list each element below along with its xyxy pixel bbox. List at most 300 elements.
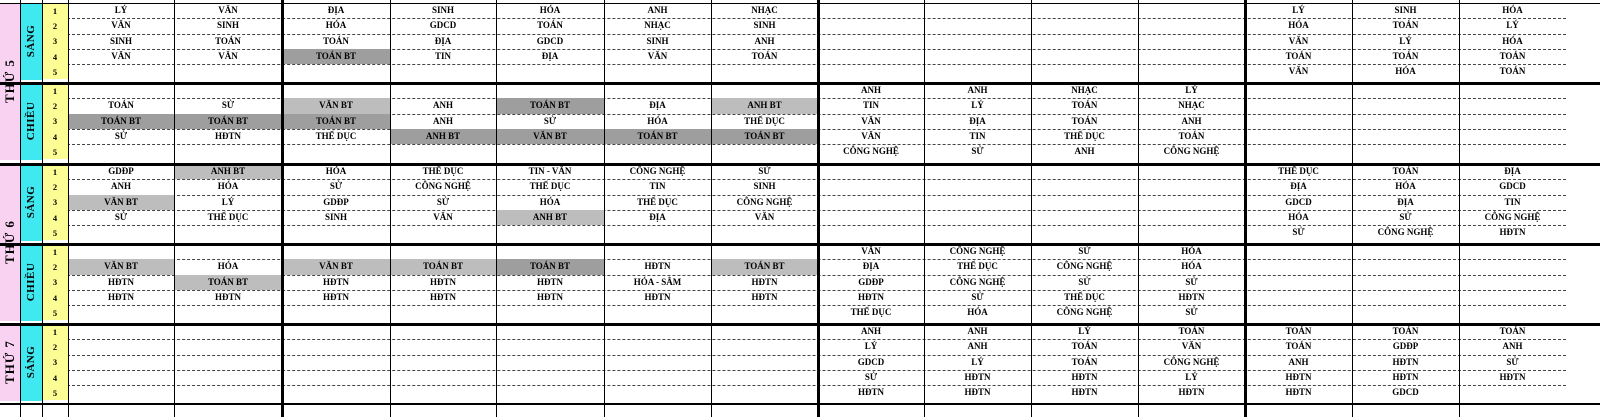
timetable-cell[interactable] xyxy=(1459,244,1566,259)
timetable-cell[interactable]: LÝ xyxy=(1185,85,1198,96)
timetable-cell[interactable] xyxy=(711,305,818,320)
timetable-cell[interactable]: CÔNG NGHỆ xyxy=(1163,356,1220,367)
timetable-cell[interactable] xyxy=(174,324,282,339)
timetable-cell[interactable] xyxy=(1031,179,1138,194)
timetable-cell[interactable]: HÓA xyxy=(217,181,239,192)
timetable-cell[interactable] xyxy=(174,64,282,79)
timetable-cell[interactable]: CÔNG NGHỆ xyxy=(736,196,793,207)
timetable-cell[interactable]: LÝ xyxy=(1506,20,1519,31)
timetable-cell[interactable]: CÔNG NGHỆ xyxy=(843,146,899,157)
timetable-cell[interactable]: THỂ DỤC xyxy=(637,196,678,207)
timetable-cell[interactable]: LÝ xyxy=(221,196,235,207)
timetable-cell[interactable] xyxy=(174,225,282,240)
timetable-cell[interactable]: SỬ xyxy=(436,196,450,207)
timetable-cell[interactable] xyxy=(1352,244,1459,259)
timetable-cell[interactable]: THỂ DỤC xyxy=(1278,166,1319,177)
timetable-cell[interactable] xyxy=(174,385,282,400)
timetable-cell[interactable] xyxy=(711,355,818,370)
timetable-cell[interactable]: SỬ xyxy=(1078,276,1091,287)
timetable-cell[interactable]: SINH xyxy=(753,181,776,192)
timetable-cell[interactable]: TOÁN BT xyxy=(390,259,496,274)
timetable-cell[interactable]: CÔNG NGHỆ xyxy=(415,181,471,192)
timetable-cell[interactable]: HĐTN xyxy=(1392,356,1419,367)
timetable-cell[interactable]: HĐTN xyxy=(857,387,884,398)
timetable-cell[interactable]: CÔNG NGHỆ xyxy=(1056,307,1113,318)
timetable-cell[interactable]: LÝ xyxy=(1399,35,1412,46)
timetable-cell[interactable]: SỬ xyxy=(543,115,557,126)
timetable-cell[interactable]: GDCD xyxy=(1285,196,1312,207)
timetable-cell[interactable]: SỬ xyxy=(221,100,235,111)
timetable-cell[interactable] xyxy=(282,225,390,240)
timetable-cell[interactable]: SINH xyxy=(109,35,132,46)
timetable-cell[interactable]: LÝ xyxy=(114,5,128,16)
timetable-cell[interactable] xyxy=(1138,225,1245,240)
timetable-cell[interactable]: SỬ xyxy=(864,372,878,383)
timetable-cell[interactable]: VĂN BT xyxy=(68,259,174,274)
timetable-cell[interactable] xyxy=(818,195,924,210)
timetable-cell[interactable]: SỬ xyxy=(758,166,771,177)
timetable-cell[interactable] xyxy=(1138,164,1245,179)
timetable-cell[interactable] xyxy=(818,179,924,194)
timetable-cell[interactable]: HĐTN xyxy=(964,372,991,383)
timetable-cell[interactable] xyxy=(390,225,496,240)
timetable-cell[interactable]: TOÁN xyxy=(1499,66,1526,77)
timetable-cell[interactable] xyxy=(496,339,604,354)
timetable-cell[interactable]: TIN xyxy=(969,131,986,142)
timetable-cell[interactable] xyxy=(1352,98,1459,113)
timetable-cell[interactable]: TOÁN xyxy=(1071,100,1098,111)
timetable-cell[interactable]: TOÁN BT xyxy=(282,49,390,64)
timetable-cell[interactable]: SỬ xyxy=(329,181,343,192)
timetable-cell[interactable]: ANH xyxy=(967,341,988,352)
timetable-cell[interactable] xyxy=(1138,210,1245,225)
timetable-cell[interactable] xyxy=(1352,259,1459,274)
timetable-cell[interactable] xyxy=(68,339,174,354)
timetable-cell[interactable]: SỬ xyxy=(1292,227,1305,238)
timetable-cell[interactable]: VĂN xyxy=(861,131,881,142)
timetable-cell[interactable] xyxy=(68,64,174,79)
timetable-cell[interactable] xyxy=(390,385,496,400)
timetable-cell[interactable]: CÔNG NGHỆ xyxy=(1056,261,1113,272)
timetable-cell[interactable] xyxy=(282,64,390,79)
timetable-cell[interactable]: GDĐP xyxy=(108,166,134,177)
timetable-cell[interactable] xyxy=(1459,275,1566,290)
timetable-cell[interactable] xyxy=(604,225,711,240)
timetable-cell[interactable] xyxy=(1138,18,1245,33)
timetable-cell[interactable]: VĂN xyxy=(111,51,131,62)
timetable-cell[interactable] xyxy=(68,324,174,339)
timetable-cell[interactable] xyxy=(604,385,711,400)
timetable-cell[interactable]: SỬ xyxy=(1185,276,1198,287)
timetable-cell[interactable] xyxy=(924,164,1031,179)
timetable-cell[interactable] xyxy=(1031,49,1138,64)
timetable-cell[interactable] xyxy=(1031,210,1138,225)
timetable-cell[interactable] xyxy=(604,64,711,79)
timetable-cell[interactable] xyxy=(818,64,924,79)
timetable-cell[interactable]: ĐỊA xyxy=(1504,166,1521,177)
timetable-cell[interactable]: HĐTN xyxy=(1285,372,1312,383)
timetable-cell[interactable] xyxy=(282,370,390,385)
timetable-cell[interactable]: SINH xyxy=(324,212,347,223)
timetable-cell[interactable]: HĐTN xyxy=(644,292,671,303)
timetable-cell[interactable] xyxy=(711,144,818,159)
timetable-cell[interactable]: ANH BT xyxy=(496,210,604,225)
timetable-cell[interactable]: THỂ DỤC xyxy=(529,181,571,192)
timetable-cell[interactable] xyxy=(1031,18,1138,33)
timetable-cell[interactable]: LÝ xyxy=(1185,372,1198,383)
timetable-cell[interactable] xyxy=(1245,83,1352,98)
timetable-cell[interactable]: HÓA xyxy=(539,5,561,16)
timetable-cell[interactable]: ANH xyxy=(967,85,988,96)
timetable-cell[interactable] xyxy=(390,64,496,79)
timetable-cell[interactable] xyxy=(1245,98,1352,113)
timetable-cell[interactable] xyxy=(924,64,1031,79)
timetable-cell[interactable]: TIN xyxy=(649,181,666,192)
timetable-cell[interactable] xyxy=(496,385,604,400)
timetable-cell[interactable]: HÓA xyxy=(217,261,239,272)
timetable-cell[interactable] xyxy=(711,385,818,400)
timetable-cell[interactable] xyxy=(1459,305,1566,320)
timetable-cell[interactable]: ĐỊA xyxy=(327,5,345,16)
timetable-cell[interactable]: TOÁN BT xyxy=(604,129,711,144)
timetable-cell[interactable]: SỬ xyxy=(1399,212,1412,223)
timetable-cell[interactable]: LÝ xyxy=(1292,5,1305,16)
timetable-cell[interactable]: HĐTN xyxy=(107,276,134,287)
timetable-cell[interactable]: TOÁN xyxy=(1285,51,1312,62)
timetable-cell[interactable]: CÔNG NGHỆ xyxy=(629,166,686,177)
timetable-cell[interactable]: THỂ DỤC xyxy=(422,166,464,177)
timetable-cell[interactable] xyxy=(1245,244,1352,259)
timetable-cell[interactable] xyxy=(1459,129,1566,144)
timetable-cell[interactable]: LÝ xyxy=(1078,326,1091,337)
timetable-cell[interactable]: HĐTN xyxy=(107,292,134,303)
timetable-cell[interactable]: HÓA xyxy=(1395,181,1416,192)
timetable-cell[interactable] xyxy=(282,339,390,354)
timetable-cell[interactable]: ANH xyxy=(111,181,131,192)
timetable-cell[interactable]: TOÁN BT xyxy=(496,98,604,113)
timetable-cell[interactable] xyxy=(1245,290,1352,305)
timetable-cell[interactable] xyxy=(1352,305,1459,320)
timetable-cell[interactable]: HĐTN xyxy=(536,292,563,303)
timetable-cell[interactable]: LÝ xyxy=(864,341,878,352)
timetable-cell[interactable]: ANH xyxy=(1181,115,1202,126)
timetable-cell[interactable] xyxy=(924,210,1031,225)
timetable-cell[interactable]: VĂN xyxy=(1288,35,1309,46)
timetable-cell[interactable] xyxy=(711,83,818,98)
timetable-cell[interactable] xyxy=(174,339,282,354)
timetable-cell[interactable]: CÔNG NGHỆ xyxy=(949,276,1006,287)
timetable-cell[interactable]: CÔNG NGHỆ xyxy=(1484,212,1541,223)
timetable-cell[interactable] xyxy=(818,49,924,64)
timetable-cell[interactable]: GDCD xyxy=(857,356,885,367)
timetable-cell[interactable]: VĂN xyxy=(861,246,881,257)
timetable-cell[interactable] xyxy=(1245,129,1352,144)
timetable-cell[interactable] xyxy=(1031,3,1138,18)
timetable-cell[interactable]: TOÁN xyxy=(323,35,349,46)
timetable-cell[interactable] xyxy=(1459,98,1566,113)
timetable-cell[interactable]: HÓA xyxy=(967,307,988,318)
timetable-cell[interactable]: TOÁN xyxy=(1392,51,1419,62)
timetable-cell[interactable] xyxy=(1245,114,1352,129)
timetable-cell[interactable]: THỂ DỤC xyxy=(744,115,785,126)
timetable-cell[interactable]: HÓA xyxy=(647,115,668,126)
timetable-cell[interactable]: NHẠC xyxy=(644,20,671,31)
timetable-cell[interactable]: HĐTN xyxy=(429,292,456,303)
timetable-cell[interactable] xyxy=(1138,3,1245,18)
timetable-cell[interactable]: VĂN xyxy=(861,115,881,126)
timetable-cell[interactable] xyxy=(924,34,1031,49)
timetable-cell[interactable]: HĐTN xyxy=(322,276,349,287)
timetable-cell[interactable] xyxy=(496,305,604,320)
timetable-cell[interactable]: HÓA xyxy=(1395,66,1416,77)
timetable-cell[interactable]: HĐTN xyxy=(1499,227,1526,238)
timetable-cell[interactable] xyxy=(818,34,924,49)
timetable-cell[interactable] xyxy=(1352,83,1459,98)
timetable-cell[interactable]: ANH xyxy=(647,5,668,16)
timetable-cell[interactable] xyxy=(282,244,390,259)
timetable-cell[interactable] xyxy=(1031,64,1138,79)
timetable-cell[interactable] xyxy=(604,305,711,320)
timetable-cell[interactable]: TIN - VĂN xyxy=(528,166,572,177)
timetable-cell[interactable]: TOÁN BT xyxy=(496,259,604,274)
timetable-cell[interactable]: SINH xyxy=(646,35,669,46)
timetable-cell[interactable] xyxy=(604,370,711,385)
timetable-cell[interactable]: HÓA - SÂM xyxy=(633,276,682,287)
timetable-cell[interactable]: TOÁN BT xyxy=(68,114,174,129)
timetable-cell[interactable]: HĐTN xyxy=(1178,292,1205,303)
timetable-cell[interactable] xyxy=(818,210,924,225)
timetable-cell[interactable] xyxy=(68,305,174,320)
timetable-cell[interactable] xyxy=(1352,144,1459,159)
timetable-cell[interactable]: HĐTN xyxy=(214,292,241,303)
timetable-cell[interactable] xyxy=(390,370,496,385)
timetable-cell[interactable]: GDĐP xyxy=(1392,341,1419,352)
timetable-cell[interactable]: HÓA xyxy=(325,20,347,31)
timetable-cell[interactable]: THỂ DỤC xyxy=(207,212,249,223)
timetable-cell[interactable] xyxy=(924,195,1031,210)
timetable-cell[interactable] xyxy=(390,144,496,159)
timetable-cell[interactable]: ANH xyxy=(433,115,453,126)
timetable-cell[interactable]: ANH BT xyxy=(174,164,282,179)
timetable-cell[interactable] xyxy=(1352,275,1459,290)
timetable-cell[interactable]: SỬ xyxy=(114,212,128,223)
timetable-cell[interactable] xyxy=(390,339,496,354)
timetable-cell[interactable]: TOÁN xyxy=(1178,131,1205,142)
timetable-cell[interactable]: NHẠC xyxy=(751,5,778,16)
timetable-cell[interactable] xyxy=(1138,64,1245,79)
timetable-cell[interactable] xyxy=(818,164,924,179)
timetable-cell[interactable] xyxy=(604,144,711,159)
timetable-cell[interactable]: VĂN xyxy=(111,20,131,31)
timetable-cell[interactable] xyxy=(174,244,282,259)
timetable-cell[interactable]: TOÁN xyxy=(1071,341,1098,352)
timetable-cell[interactable] xyxy=(1459,144,1566,159)
timetable-cell[interactable] xyxy=(818,3,924,18)
timetable-cell[interactable]: GDCD xyxy=(1392,387,1419,398)
timetable-cell[interactable]: HĐTN xyxy=(751,276,778,287)
timetable-cell[interactable] xyxy=(68,244,174,259)
timetable-cell[interactable]: HĐTN xyxy=(322,292,349,303)
timetable-cell[interactable] xyxy=(924,18,1031,33)
timetable-cell[interactable]: VĂN xyxy=(647,51,668,62)
timetable-cell[interactable] xyxy=(282,83,390,98)
timetable-cell[interactable] xyxy=(711,225,818,240)
timetable-cell[interactable] xyxy=(496,244,604,259)
timetable-cell[interactable] xyxy=(1352,290,1459,305)
timetable-cell[interactable] xyxy=(390,355,496,370)
timetable-cell[interactable]: CÔNG NGHỆ xyxy=(949,246,1006,257)
timetable-cell[interactable]: SỬ xyxy=(971,292,984,303)
timetable-cell[interactable] xyxy=(68,144,174,159)
timetable-cell[interactable]: VĂN xyxy=(218,5,238,16)
timetable-cell[interactable]: SỬ xyxy=(1078,246,1091,257)
timetable-cell[interactable] xyxy=(924,225,1031,240)
timetable-cell[interactable] xyxy=(496,144,604,159)
timetable-cell[interactable]: HĐTN xyxy=(214,131,241,142)
timetable-cell[interactable] xyxy=(1138,179,1245,194)
timetable-cell[interactable]: HÓA xyxy=(1181,246,1202,257)
timetable-cell[interactable]: ĐỊA xyxy=(862,261,880,272)
timetable-cell[interactable]: ANH xyxy=(861,85,881,96)
timetable-cell[interactable]: SỬ xyxy=(1185,307,1198,318)
timetable-cell[interactable] xyxy=(1031,34,1138,49)
timetable-cell[interactable] xyxy=(1352,129,1459,144)
timetable-cell[interactable]: THỂ DỤC xyxy=(315,131,357,142)
timetable-cell[interactable]: SINH xyxy=(216,20,239,31)
timetable-cell[interactable] xyxy=(68,385,174,400)
timetable-cell[interactable]: THỂ DỤC xyxy=(1064,292,1105,303)
timetable-cell[interactable] xyxy=(68,370,174,385)
timetable-cell[interactable]: ANH xyxy=(754,35,775,46)
timetable-cell[interactable] xyxy=(1245,305,1352,320)
timetable-cell[interactable] xyxy=(1459,290,1566,305)
timetable-cell[interactable]: HĐTN xyxy=(1285,387,1312,398)
timetable-cell[interactable] xyxy=(1031,164,1138,179)
timetable-cell[interactable] xyxy=(496,83,604,98)
timetable-cell[interactable] xyxy=(604,355,711,370)
timetable-cell[interactable] xyxy=(604,324,711,339)
timetable-cell[interactable] xyxy=(818,225,924,240)
timetable-cell[interactable]: ANH xyxy=(1074,146,1095,157)
timetable-cell[interactable]: TOÁN xyxy=(1285,326,1312,337)
timetable-cell[interactable]: LÝ xyxy=(971,100,984,111)
timetable-cell[interactable]: NHẠC xyxy=(1071,85,1098,96)
timetable-cell[interactable]: ĐỊA xyxy=(1397,196,1414,207)
timetable-cell[interactable] xyxy=(390,83,496,98)
timetable-cell[interactable] xyxy=(1459,259,1566,274)
timetable-cell[interactable] xyxy=(1459,114,1566,129)
timetable-cell[interactable] xyxy=(174,83,282,98)
timetable-cell[interactable] xyxy=(282,305,390,320)
timetable-cell[interactable] xyxy=(496,355,604,370)
timetable-cell[interactable] xyxy=(174,305,282,320)
timetable-cell[interactable]: HĐTN xyxy=(1392,372,1419,383)
timetable-cell[interactable]: SỬ xyxy=(971,146,984,157)
timetable-cell[interactable]: VĂN xyxy=(218,51,238,62)
timetable-cell[interactable] xyxy=(1459,83,1566,98)
timetable-cell[interactable]: TOÁN xyxy=(1071,356,1098,367)
timetable-cell[interactable]: HÓA xyxy=(1288,212,1309,223)
timetable-cell[interactable]: ANH BT xyxy=(390,129,496,144)
timetable-cell[interactable]: SỬ xyxy=(114,131,128,142)
timetable-cell[interactable]: HÓA xyxy=(1181,261,1202,272)
timetable-cell[interactable]: HĐTN xyxy=(964,387,991,398)
timetable-cell[interactable]: THỂ DỤC xyxy=(1064,131,1105,142)
timetable-cell[interactable]: HĐTN xyxy=(1178,387,1205,398)
timetable-cell[interactable]: SỬ xyxy=(1506,356,1519,367)
timetable-cell[interactable]: ANH BT xyxy=(711,98,818,113)
timetable-cell[interactable]: SINH xyxy=(753,20,776,31)
timetable-cell[interactable]: CÔNG NGHỆ xyxy=(1377,227,1434,238)
timetable-cell[interactable] xyxy=(604,244,711,259)
timetable-cell[interactable]: TIN xyxy=(434,51,451,62)
timetable-cell[interactable]: HÓA xyxy=(1502,5,1523,16)
timetable-cell[interactable]: TOÁN xyxy=(1285,341,1312,352)
timetable-cell[interactable]: GDĐP xyxy=(858,276,884,287)
timetable-cell[interactable] xyxy=(604,339,711,354)
timetable-cell[interactable]: ĐỊA xyxy=(649,212,666,223)
timetable-cell[interactable]: ĐỊA xyxy=(1290,181,1307,192)
timetable-cell[interactable]: TOÁN xyxy=(751,51,778,62)
timetable-cell[interactable]: GDCD xyxy=(1499,181,1526,192)
timetable-cell[interactable]: VĂN BT xyxy=(282,259,390,274)
timetable-cell[interactable]: TOÁN xyxy=(1392,326,1419,337)
timetable-cell[interactable] xyxy=(68,355,174,370)
timetable-cell[interactable] xyxy=(1031,195,1138,210)
timetable-cell[interactable] xyxy=(604,83,711,98)
timetable-cell[interactable] xyxy=(496,324,604,339)
timetable-cell[interactable]: TOÁN BT xyxy=(174,275,282,290)
timetable-cell[interactable]: GDCD xyxy=(536,35,564,46)
timetable-cell[interactable] xyxy=(1245,144,1352,159)
timetable-cell[interactable]: TOÁN BT xyxy=(711,129,818,144)
timetable-cell[interactable] xyxy=(282,385,390,400)
timetable-cell[interactable]: TOÁN BT xyxy=(711,259,818,274)
timetable-cell[interactable] xyxy=(1138,34,1245,49)
timetable-cell[interactable]: TOÁN xyxy=(537,20,563,31)
timetable-cell[interactable] xyxy=(390,305,496,320)
timetable-cell[interactable]: TOÁN xyxy=(1499,326,1526,337)
timetable-cell[interactable]: SINH xyxy=(1394,5,1417,16)
timetable-cell[interactable] xyxy=(711,339,818,354)
timetable-cell[interactable]: TOÁN BT xyxy=(282,114,390,129)
timetable-cell[interactable]: NHẠC xyxy=(1178,100,1205,111)
timetable-cell[interactable]: HĐTN xyxy=(1071,387,1098,398)
timetable-cell[interactable]: HĐTN xyxy=(644,261,671,272)
timetable-cell[interactable]: GDĐP xyxy=(323,196,349,207)
timetable-cell[interactable]: TOÁN xyxy=(1071,115,1098,126)
timetable-cell[interactable]: HĐTN xyxy=(857,292,884,303)
timetable-cell[interactable]: HĐTN xyxy=(536,276,563,287)
timetable-cell[interactable] xyxy=(1031,225,1138,240)
timetable-cell[interactable]: TOÁN xyxy=(1499,51,1526,62)
timetable-cell[interactable]: ANH xyxy=(967,326,988,337)
timetable-cell[interactable]: HĐTN xyxy=(1499,372,1526,383)
timetable-cell[interactable] xyxy=(282,324,390,339)
timetable-cell[interactable] xyxy=(282,144,390,159)
timetable-cell[interactable] xyxy=(1352,114,1459,129)
timetable-cell[interactable] xyxy=(496,370,604,385)
timetable-cell[interactable]: HÓA xyxy=(1288,20,1309,31)
timetable-cell[interactable]: TOÁN xyxy=(215,35,241,46)
timetable-cell[interactable]: TOÁN xyxy=(1178,326,1205,337)
timetable-cell[interactable]: TIN xyxy=(1504,196,1521,207)
timetable-cell[interactable] xyxy=(496,225,604,240)
timetable-cell[interactable]: HĐTN xyxy=(429,276,456,287)
timetable-cell[interactable] xyxy=(68,225,174,240)
timetable-cell[interactable] xyxy=(390,324,496,339)
timetable-cell[interactable]: HĐTN xyxy=(751,292,778,303)
